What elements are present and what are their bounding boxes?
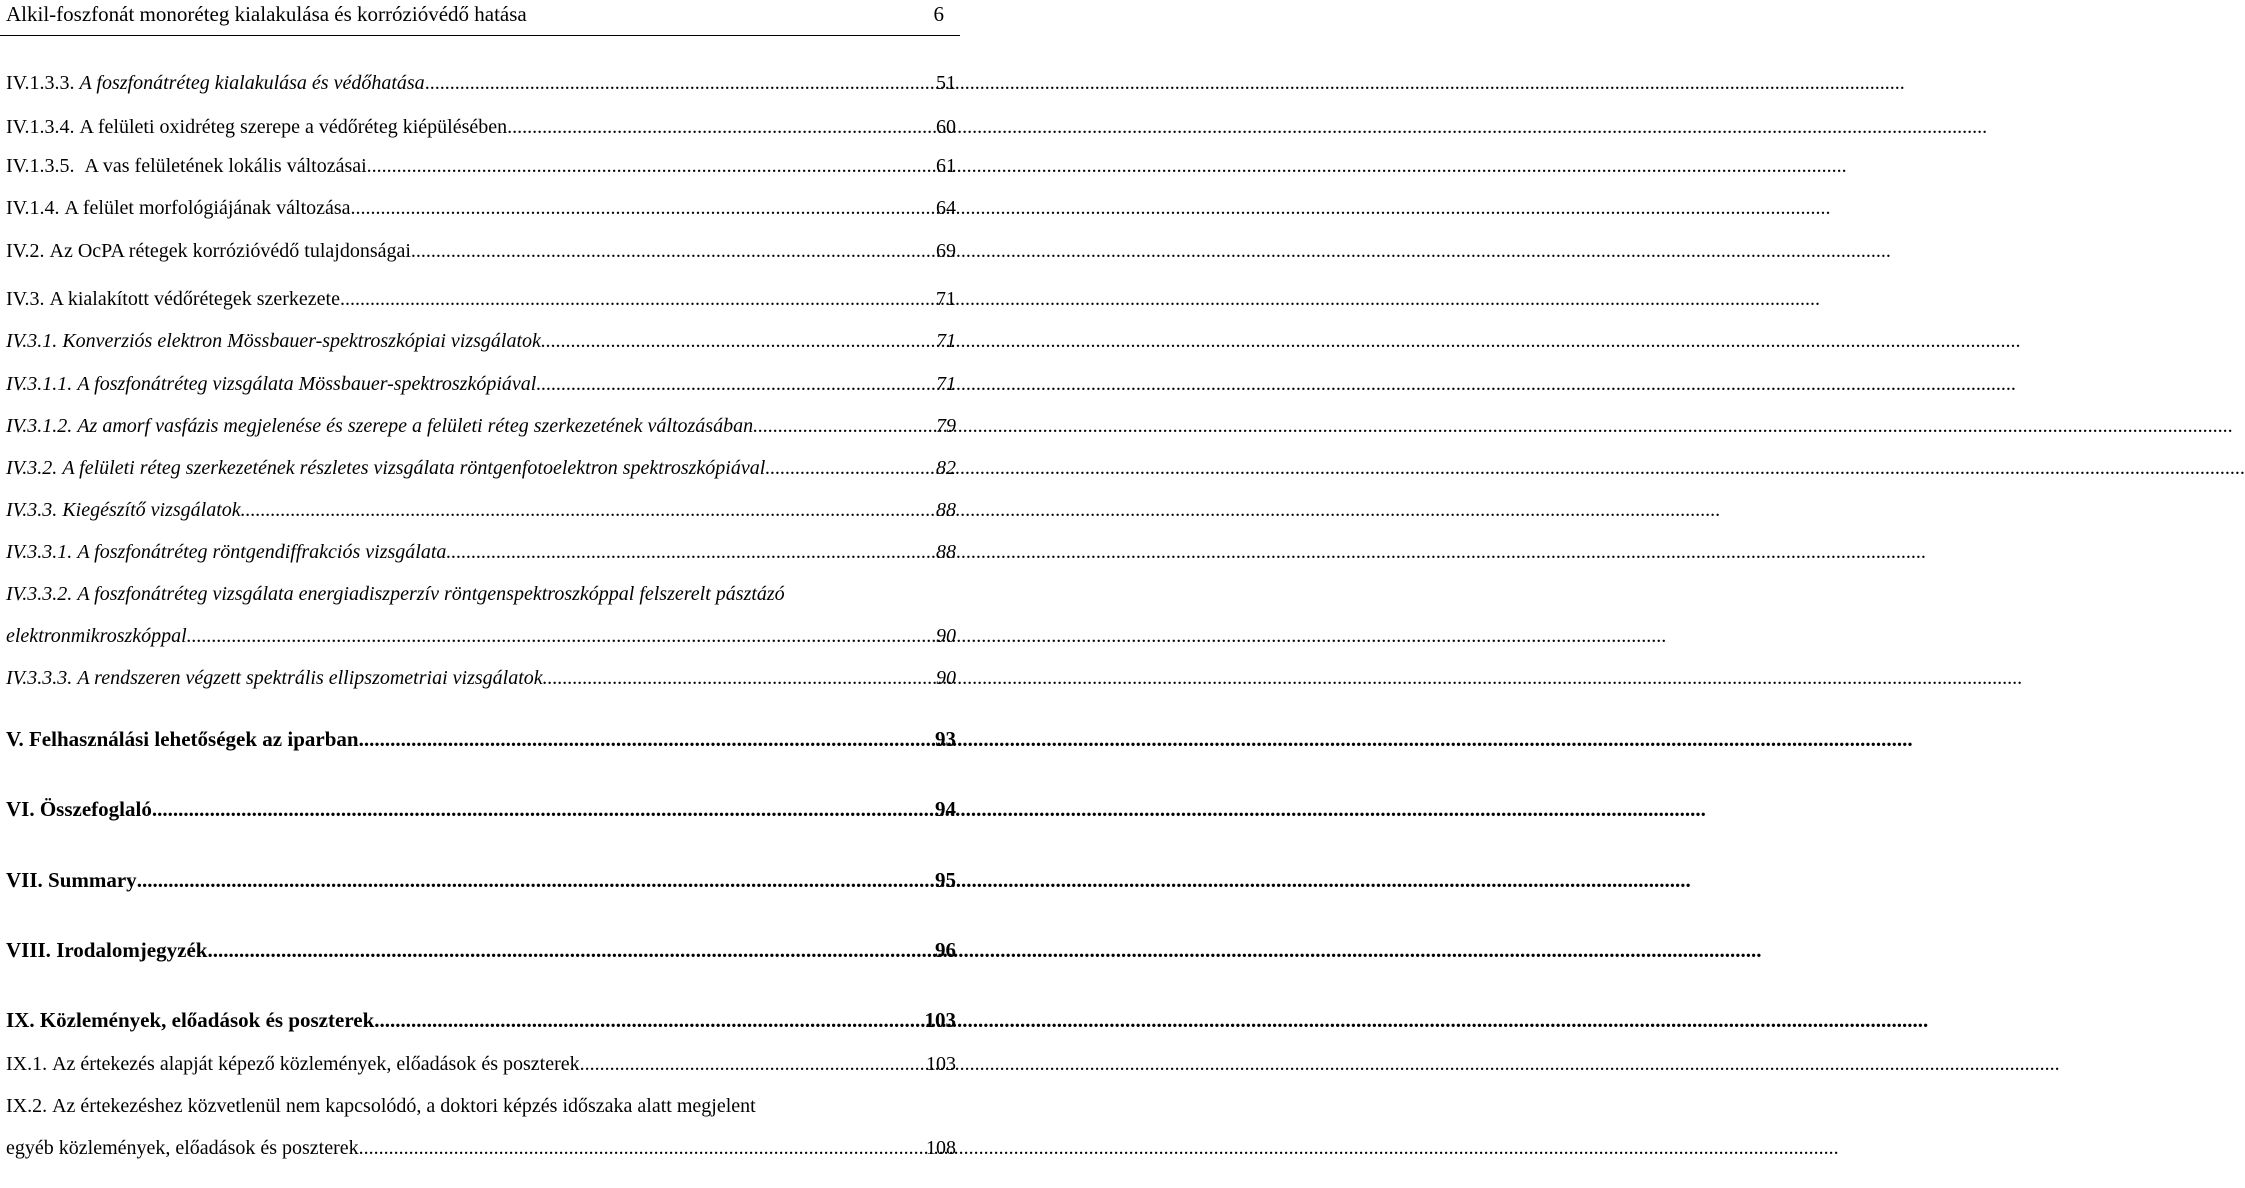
toc-entry-page: 103 [924,1008,956,1032]
toc-entry-page: 71 [936,373,956,395]
toc-entry-page: 90 [936,667,956,689]
toc-entry-iv-3-3-3[interactable] [6,663,956,693]
toc-entry-iv-3-3-2[interactable] [6,579,956,609]
toc-entry-number: IV.3.2. [6,457,58,479]
dot-leader [359,1133,926,1163]
toc-entry-iv-3[interactable] [6,284,956,314]
toc-entry-iv-3-1[interactable] [6,326,956,356]
toc-entry-number: VIII. [6,938,51,962]
dot-leader [446,537,936,567]
toc-entry-number: IV.3. [6,288,45,310]
dot-leader [507,112,936,142]
toc-entry-title: A foszfonátréteg röntgendiffrakciós vizsgálata [77,541,447,563]
toc-entry-iv-1-3-3[interactable] [6,68,956,98]
dot-leader [374,1005,924,1035]
toc-entry-number: IV.3.1.1. [6,373,73,395]
toc-entry-title: A rendszeren végzett spektrális ellipszometriai vizsgálatok [77,667,543,689]
toc-entry-title: A foszfonátréteg vizsgálata energiadiszperzív röntgenspektroszkóppal felszerelt pásztázó [77,583,785,605]
toc-entry-number: IV.3.3.1. [6,541,73,563]
toc-entry-vii[interactable] [6,865,956,895]
toc-entry-title: Irodalomjegyzék [56,938,208,962]
toc-entry-title: Konverziós elektron Mössbauer-spektroszkópiai vizsgálatok [62,330,541,352]
table-of-contents [0,0,960,1188]
toc-entry-iv-2[interactable] [6,236,956,266]
dot-leader [340,284,936,314]
toc-entry-page: 96 [935,938,956,962]
toc-entry-number: IV.2. [6,240,45,262]
dot-leader [152,794,935,824]
toc-entry-number: VII. [6,868,43,892]
dot-leader [187,621,936,651]
dot-leader [541,326,936,356]
toc-entry-v[interactable] [6,724,956,754]
toc-entry-page: 60 [936,116,956,138]
toc-entry-number: IV.3.3.3. [6,667,73,689]
toc-entry-number: IX.1. [6,1053,48,1075]
dot-leader [753,411,936,441]
toc-entry-page: 88 [936,541,956,563]
dot-leader [359,724,935,754]
toc-entry-page: 61 [936,155,956,177]
toc-entry-title: A vas felületének lokális változásai [84,155,367,177]
toc-entry-title: Summary [48,868,137,892]
dot-leader [207,935,935,965]
toc-entry-title: Az értekezéshez közvetlenül nem kapcsolódó, a doktori képzés időszaka alatt megjelent [52,1095,756,1117]
toc-entry-page: 79 [936,415,956,437]
toc-entry-page: 71 [936,330,956,352]
toc-entry-number: IV.3.3.2. [6,583,73,605]
toc-entry-number: IX. [6,1008,35,1032]
toc-entry-title-continuation: elektronmikroszkóppal [6,625,187,647]
dot-leader [137,865,935,895]
dot-leader [580,1049,926,1079]
dot-leader [367,151,936,181]
dot-leader [536,369,936,399]
dot-leader [425,68,936,98]
dot-leader [241,495,936,525]
toc-entry-title: Kiegészítő vizsgálatok [62,499,241,521]
toc-entry-page: 95 [935,868,956,892]
toc-entry-number: IX.2. [6,1095,48,1117]
toc-entry-title: Közlemények, előadások és poszterek [39,1008,375,1032]
toc-entry-number: IV.3.3. [6,499,58,521]
toc-entry-title: Összefoglaló [39,797,152,821]
toc-entry-number: IV.3.1.2. [6,415,73,437]
toc-entry-number: IV.1.4. [6,197,60,219]
toc-entry-iv-3-1-1[interactable] [6,369,956,399]
toc-entry-iv-3-2[interactable] [6,453,956,483]
toc-entry-vi[interactable] [6,794,956,824]
toc-entry-page: 88 [936,499,956,521]
toc-entry-title-continuation: egyéb közlemények, előadások és poszterek [6,1137,359,1159]
toc-entry-page: 82 [936,457,956,479]
toc-entry-title: A foszfonátréteg kialakulása és védőhatása [79,72,425,94]
dot-leader [765,453,936,483]
toc-entry-title: Az amorf vasfázis megjelenése és szerepe a felületi réteg szerkezetének változásában [77,415,754,437]
toc-entry-iv-1-3-5[interactable] [6,151,956,181]
toc-entry-page: 93 [935,727,956,751]
dot-leader [411,236,936,266]
toc-entry-number: IV.1.3.5. [6,155,75,177]
toc-entry-page: 64 [936,197,956,219]
toc-entry-page: 51 [936,72,956,94]
toc-entry-viii[interactable] [6,935,956,965]
toc-entry-iv-1-3-4[interactable] [6,112,956,142]
toc-entry-iv-3-3-2-continuation[interactable] [6,621,956,651]
toc-entry-page: 108 [926,1137,956,1159]
toc-entry-number: IV.1.3.4. [6,116,75,138]
toc-entry-number: IV.1.3.3. [6,72,75,94]
toc-entry-page: 94 [935,797,956,821]
toc-entry-ix[interactable] [6,1005,956,1035]
toc-entry-title: Az értekezés alapját képező közlemények, előadások és poszterek [52,1053,580,1075]
toc-entry-iv-1-4[interactable] [6,193,956,223]
running-header-page-number: 6 [933,2,944,26]
toc-entry-title: Felhasználási lehetőségek az iparban [28,727,359,751]
toc-entry-page: 69 [936,240,956,262]
toc-entry-title: A felületi réteg szerkezetének részletes vizsgálata röntgenfotoelektron spektroszkópiával [62,457,766,479]
running-header-title: Alkil-foszfonát monoréteg kialakulása és korrózióvédő hatása [6,2,527,26]
toc-entry-iv-3-3-1[interactable] [6,537,956,567]
toc-entry-page: 71 [936,288,956,310]
dot-leader [351,193,936,223]
toc-entry-title: Az OcPA rétegek korrózióvédő tulajdonságai [49,240,411,262]
toc-entry-iv-3-3[interactable] [6,495,956,525]
toc-entry-title: A foszfonátréteg vizsgálata Mössbauer-spektroszkópiával [77,373,537,395]
toc-entry-number: VI. [6,797,35,821]
toc-entry-iv-3-1-2[interactable] [6,411,956,441]
toc-entry-title: A felületi oxidréteg szerepe a védőréteg kiépülésében [79,116,508,138]
toc-entry-ix-2[interactable] [6,1091,956,1121]
toc-entry-number: V. [6,727,24,751]
dot-leader [543,663,936,693]
toc-entry-page: 103 [926,1053,956,1075]
toc-entry-number: IV.3.1. [6,330,58,352]
toc-entry-ix-1[interactable] [6,1049,956,1079]
toc-entry-page: 90 [936,625,956,647]
toc-entry-ix-2-continuation[interactable] [6,1133,956,1163]
toc-entry-title: A kialakított védőrétegek szerkezete [49,288,340,310]
toc-entry-title: A felület morfológiájának változása [64,197,351,219]
